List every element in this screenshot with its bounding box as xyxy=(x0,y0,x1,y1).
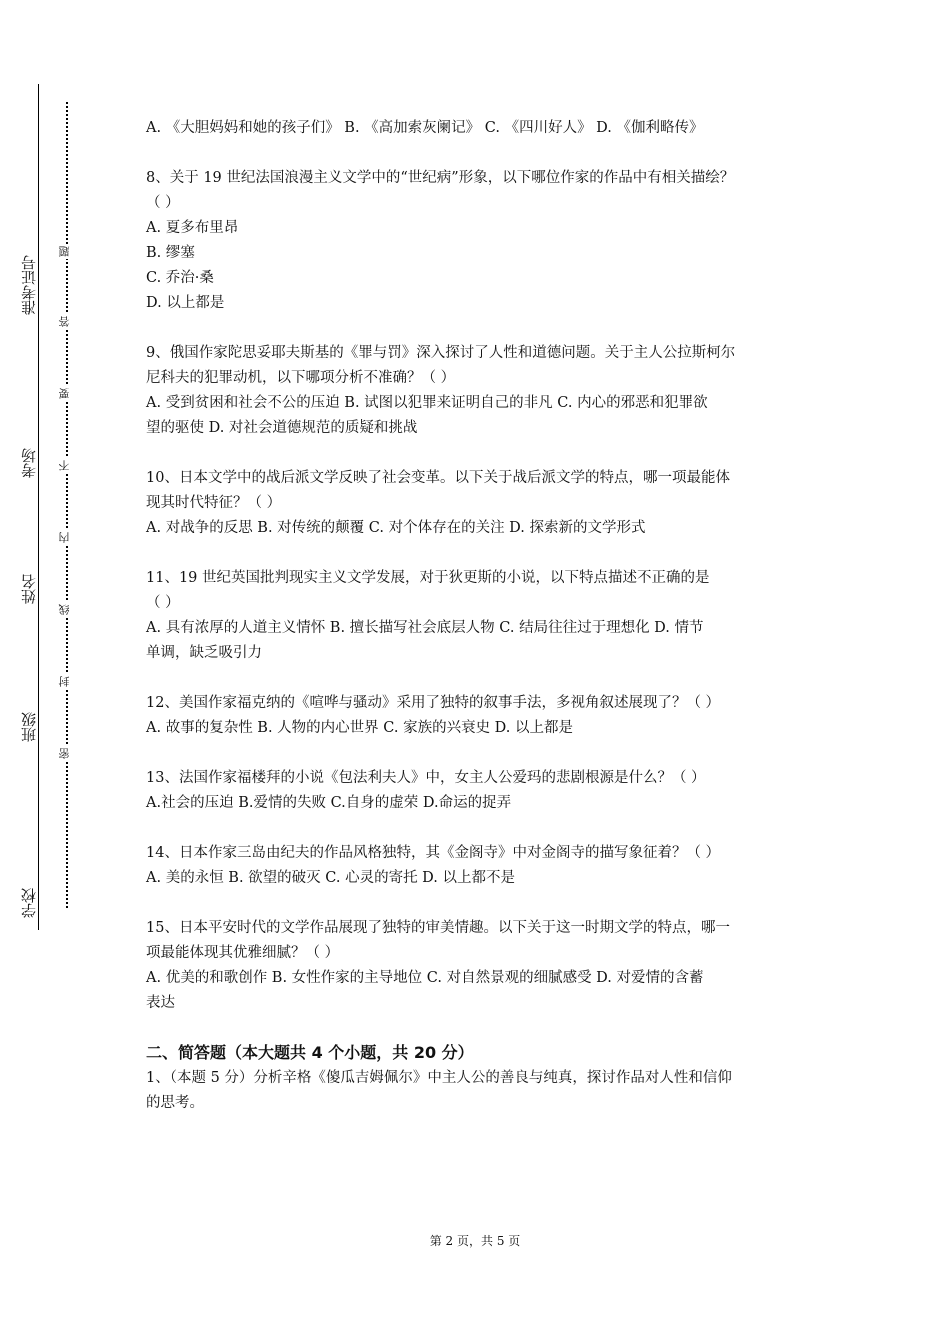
page-footer: 第 2 页，共 5 页 xyxy=(429,1234,521,1248)
options: A. 美的永恒 B. 欲望的破灭 C. 心灵的寄托 D. 以上都不是 xyxy=(146,870,516,886)
question-12 xyxy=(146,691,816,741)
options: A. 优美的和歌创作 B. 女性作家的主导地位 C. 对自然景观的细腻感受 D. 对爱情的含蓄 xyxy=(146,970,704,986)
options: 单调，缺乏吸引力 xyxy=(146,645,262,661)
short-answer-1 xyxy=(146,1066,816,1116)
field-name-label: 姓名 xyxy=(20,574,38,604)
section-2-title: 二、简答题（本大题共 4 个小题，共 20 分） xyxy=(146,1043,474,1062)
question-14 xyxy=(146,841,816,891)
question-8 xyxy=(146,166,816,316)
question-text: 尼科夫的犯罪动机，以下哪项分析不准确？（ ） xyxy=(146,370,456,386)
question-9 xyxy=(146,341,816,441)
option: C. 乔治·桑 xyxy=(146,270,214,286)
binding-margin xyxy=(0,0,110,1344)
binding-solid-line xyxy=(38,84,39,930)
options: A. 具有浓厚的人道主义情怀 B. 擅长描写社会底层人物 C. 结局往往过于理想化 D. 情节 xyxy=(146,620,704,636)
option: B. 缪塞 xyxy=(146,245,195,261)
question-text: 13、法国作家福楼拜的小说《包法利夫人》中，女主人公爱玛的悲剧根源是什么？（ ） xyxy=(146,770,706,786)
binding-dotted-line xyxy=(66,102,68,908)
seal-char: 密 xyxy=(58,748,71,759)
q7-options: A. 《大胆妈妈和她的孩子们》 B. 《高加索灰阑记》 C. 《四川好人》 D. 《伽利略传》 xyxy=(146,120,704,136)
question-text: 12、美国作家福克纳的《喧哗与骚动》采用了独特的叙事手法，多视角叙述展现了？（ ） xyxy=(146,695,721,711)
exam-content xyxy=(146,116,816,1116)
seal-char: 答 xyxy=(58,316,71,327)
field-class-label: 班级 xyxy=(20,712,38,742)
options: A. 受到贫困和社会不公的压迫 B. 试图以犯罪来证明自己的非凡 C. 内心的邪恶和犯罪欲 xyxy=(146,395,708,411)
question-text: （ ） xyxy=(146,595,180,611)
seal-char: 题 xyxy=(58,246,71,257)
question-11 xyxy=(146,566,816,666)
options: A. 故事的复杂性 B. 人物的内心世界 C. 家族的兴衰史 D. 以上都是 xyxy=(146,720,574,736)
options: 表达 xyxy=(146,995,175,1011)
question-text: 15、日本平安时代的文学作品展现了独特的审美情趣。以下关于这一时期文学的特点，哪一 xyxy=(146,920,730,936)
seal-char: 封 xyxy=(58,676,71,687)
question-text: 的思考。 xyxy=(146,1095,204,1111)
question-text: 11、19 世纪英国批判现实主义文学发展，对于狄更斯的小说，以下特点描述不正确的是 xyxy=(146,570,710,586)
seal-char: 要 xyxy=(58,388,71,399)
question-text: （ ） xyxy=(146,195,180,211)
question-text: 9、俄国作家陀思妥耶夫斯基的《罪与罚》深入探讨了人性和道德问题。关于主人公拉斯柯尔 xyxy=(146,345,736,361)
field-exam-room-label: 考场 xyxy=(20,448,38,478)
seal-char: 线 xyxy=(58,604,71,615)
question-text: 8、关于 19 世纪法国浪漫主义文学中的“世纪病”形象，以下哪位作家的作品中有相关描绘？ xyxy=(146,170,735,186)
question-text: 项最能体现其优雅细腻？（ ） xyxy=(146,945,340,961)
options: 望的驱使 D. 对社会道德规范的质疑和挑战 xyxy=(146,420,418,436)
option: D. 以上都是 xyxy=(146,295,225,311)
question-13 xyxy=(146,766,816,816)
option: A. 夏多布里昂 xyxy=(146,220,239,236)
field-exam-id-label: 准考证号 xyxy=(20,255,38,315)
question-text: 现其时代特征？（ ） xyxy=(146,495,282,511)
question-text: 1、（本题 5 分）分析辛格《傻瓜吉姆佩尔》中主人公的善良与纯真，探讨作品对人性和信仰 xyxy=(146,1070,732,1086)
question-15 xyxy=(146,916,816,1016)
options: A.社会的压迫 B.爱情的失败 C.自身的虚荣 D.命运的捉弄 xyxy=(146,795,512,811)
field-school-label: 学校 xyxy=(20,888,38,918)
question-10 xyxy=(146,466,816,541)
seal-char: 不 xyxy=(58,460,71,471)
question-text: 14、日本作家三岛由纪夫的作品风格独特，其《金阁寺》中对金阁寺的描写象征着？（ ） xyxy=(146,845,721,861)
seal-char: 内 xyxy=(58,532,71,543)
options: A. 对战争的反思 B. 对传统的颠覆 C. 对个体存在的关注 D. 探索新的文学形式 xyxy=(146,520,646,536)
question-text: 10、日本文学中的战后派文学反映了社会变革。以下关于战后派文学的特点，哪一项最能体 xyxy=(146,470,730,486)
